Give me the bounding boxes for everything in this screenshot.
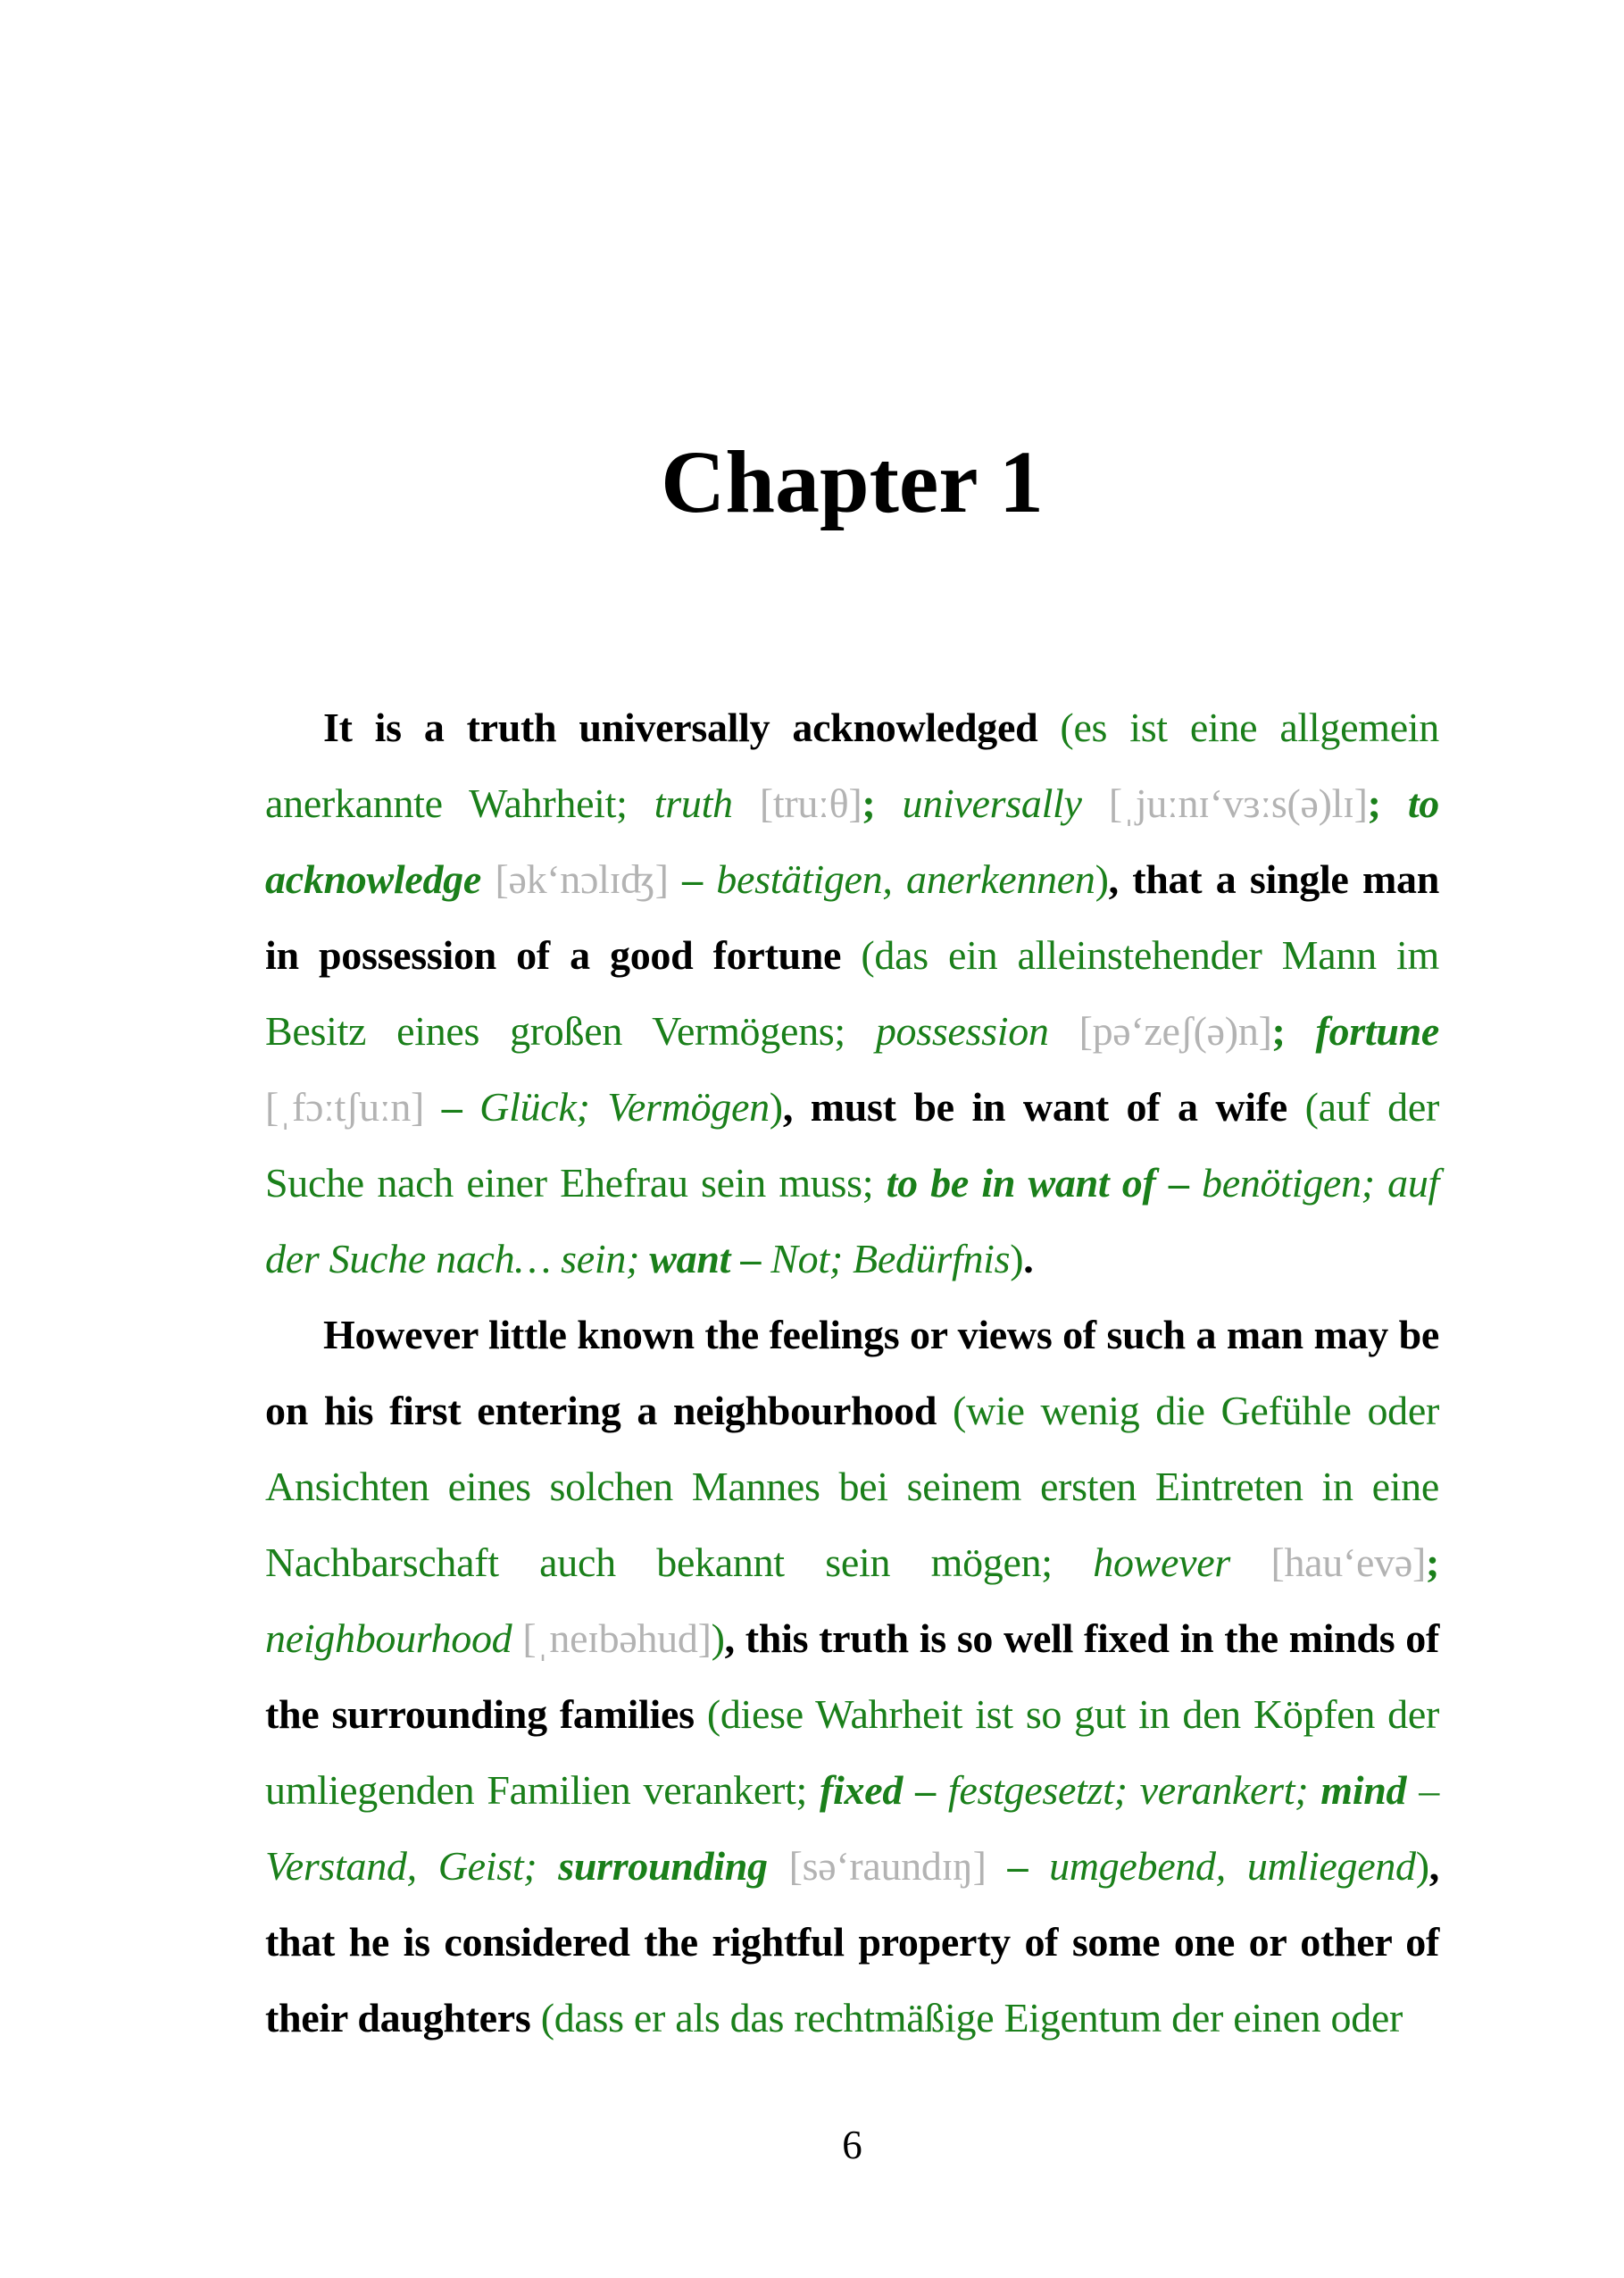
text-run-ipa: [ˌfɔːtʃuːn] — [265, 1084, 425, 1130]
text-run-dei: Glück; Vermögen — [479, 1084, 770, 1130]
text-run-ipa: [truːθ] — [759, 780, 862, 826]
text-run-debi: want — [649, 1236, 731, 1281]
text-run-deb: – — [903, 1767, 948, 1813]
text-run-deb: ; — [1425, 1540, 1439, 1585]
text-run-dei: benötigen; auf der Suche nach… sein; — [265, 1160, 1440, 1281]
text-run-de: (diese Wahrheit ist so gut in den Köpfen der umliegenden Familien verankert; — [265, 1691, 1440, 1813]
chapter-text — [265, 689, 1439, 2056]
text-run-ipa: [sə‘raundɪŋ] — [788, 1843, 987, 1889]
text-run-dei: neighbourhood — [265, 1615, 523, 1661]
text-run-en: It is a truth universally acknowledged — [323, 705, 1061, 750]
text-run-ipa: [ˌjuːnɪ‘vɜːs(ə)lɪ] — [1108, 780, 1368, 826]
text-run-de: ) — [1010, 1236, 1024, 1281]
text-run-ipa: [hau‘evə] — [1270, 1540, 1426, 1585]
text-run-deb: – — [730, 1236, 771, 1281]
text-run-debi: surrounding — [558, 1843, 789, 1889]
text-run-de: (wie wenig die Gefühle oder Ansichten eines solchen Mannes bei seinem ersten Eintreten in eine Nachbarschaft auch bekannt sein mögen; — [265, 1388, 1440, 1585]
text-run-de: (es ist eine allgemein anerkannte Wahrheit; — [265, 705, 1439, 826]
chapter-title: Chapter 1 — [661, 432, 1044, 531]
text-run-deb: – — [668, 856, 717, 902]
text-run-deb: – — [424, 1084, 480, 1130]
text-run-dei: universally — [902, 780, 1109, 826]
text-run-de: ) — [711, 1615, 725, 1661]
text-run-deb: – — [1155, 1160, 1203, 1206]
paragraph — [265, 1297, 1439, 2056]
text-run-dei: festgesetzt; verankert; — [947, 1767, 1321, 1813]
page-number: 6 — [842, 2123, 862, 2167]
text-run-dei: however — [1093, 1540, 1271, 1585]
text-run-ipa: [ək‘nɔlɪʤ] — [495, 856, 669, 902]
text-run-de: ) — [1095, 856, 1109, 902]
text-run-debi: to acknowledge — [265, 780, 1440, 902]
text-run-de: ) — [1415, 1843, 1429, 1889]
text-run-en: . — [1023, 1236, 1034, 1281]
paragraph — [265, 689, 1439, 1297]
text-run-en: However little known the feelings or views of such a man may be on his first entering a neighbourhood — [265, 1312, 1439, 1433]
text-run-deb: ; — [1367, 780, 1408, 826]
text-run-ipa: [ˌneɪbəhud] — [522, 1615, 712, 1661]
text-run-debi: fortune — [1315, 1008, 1439, 1054]
text-run-debi: fixed — [820, 1767, 904, 1813]
text-run-de: (das ein alleinstehender Mann im Besitz eines großen Vermögens; — [265, 932, 1439, 1054]
text-run-en: , that he is considered the rightful property of some one or other of their daughters — [265, 1843, 1439, 2040]
text-block — [265, 429, 1439, 2165]
text-run-debi: to be in want of — [886, 1160, 1156, 1206]
text-run-deb: ; — [1271, 1008, 1316, 1054]
text-run-en: , that a single man in possession of a good fortune — [265, 856, 1439, 978]
text-run-ipa: [pə‘zeʃ(ə)n] — [1079, 1008, 1272, 1054]
text-run-de: ) — [769, 1084, 783, 1130]
text-run-en: , this truth is so well fixed in the minds of the surrounding families — [265, 1615, 1439, 1737]
text-run-dei: – Verstand, Geist; — [265, 1767, 1439, 1889]
text-run-de: (dass er als das rechtmäßige Eigentum der einen oder — [540, 1995, 1403, 2040]
text-run-dei: possession — [875, 1008, 1079, 1054]
text-run-deb: – — [986, 1843, 1050, 1889]
text-run-dei: bestätigen, anerkennen — [716, 856, 1095, 902]
text-run-dei: Not; Bedürfnis — [770, 1236, 1011, 1281]
text-run-deb: ; — [862, 780, 903, 826]
text-run-en: , must be in want of a wife — [782, 1084, 1305, 1130]
text-run-de: (auf der Suche nach einer Ehefrau sein muss; — [265, 1084, 1440, 1206]
text-run-debi: mind — [1320, 1767, 1407, 1813]
text-run-dei: truth — [654, 780, 760, 826]
text-run-dei: umgebend, umliegend — [1049, 1843, 1416, 1889]
